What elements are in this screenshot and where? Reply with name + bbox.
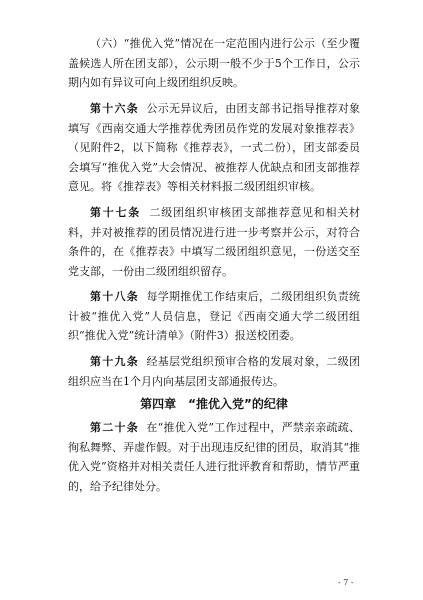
article-17-label: 第十七条 — [90, 206, 141, 219]
clause-6-paragraph — [68, 34, 360, 93]
chapter-4-heading: 第四章 “推优入党”的纪律 — [140, 397, 288, 411]
article-16-text: 公示无异议后，由团支部书记指导推荐对象填写《西南交通大学推荐优秀团员作党的发展对象推荐表》（见附件2，以下简称《推荐表》，一式二份），团支部委员会填写“推优入党”大会情况、被推荐人优缺点和团支部推荐意见。将《推荐表》等相关材料报二级团组织审核。 — [68, 102, 360, 193]
article-20-label: 第二十条 — [90, 421, 139, 434]
article-19-label: 第十九条 — [90, 355, 139, 368]
article-20-paragraph — [68, 418, 360, 496]
article-18-label: 第十八条 — [90, 290, 139, 303]
article-18-paragraph — [68, 287, 360, 346]
article-19-text: 经基层党组织预审合格的发展对象，二级团组织应当在1个月内向基层团支部通报传达。 — [68, 355, 360, 388]
article-20-text: 在“推优入党”工作过程中，严禁亲亲疏疏、徇私舞弊、弄虚作假。对于出现违反纪律的团员，取消其“推优入党”资格并对相关责任人进行批评教育和帮助，情节严重的，给予纪律处分。 — [68, 421, 361, 493]
article-17-paragraph — [68, 203, 360, 281]
article-18-text: 每学期推优工作结束后，二级团组织负责统计被“推优入党”人员信息，登记《西南交通大学二级团组织“推优入党”统计清单》（附件3）报送校团委。 — [68, 290, 360, 342]
article-17-text: 二级团组织审核团支部推荐意见和相关材料，并对被推荐的团员情况进行进一步考察并公示，对符合条件的，在《推荐表》中填写二级团组织意见，一份送交至党支部，一份由二级团组织留存。 — [68, 206, 361, 278]
article-16-label: 第十六条 — [90, 102, 139, 115]
clause-6-text: （六）“推优入党”情况在一定范围内进行公示（至少覆盖候选人所在团支部），公示期一般不少于5个工作日，公示期内如有异议可向上级团组织反映。 — [68, 37, 360, 89]
page-number: - 7 - — [338, 578, 354, 587]
article-16-paragraph — [68, 99, 360, 197]
article-19-paragraph — [68, 352, 360, 391]
